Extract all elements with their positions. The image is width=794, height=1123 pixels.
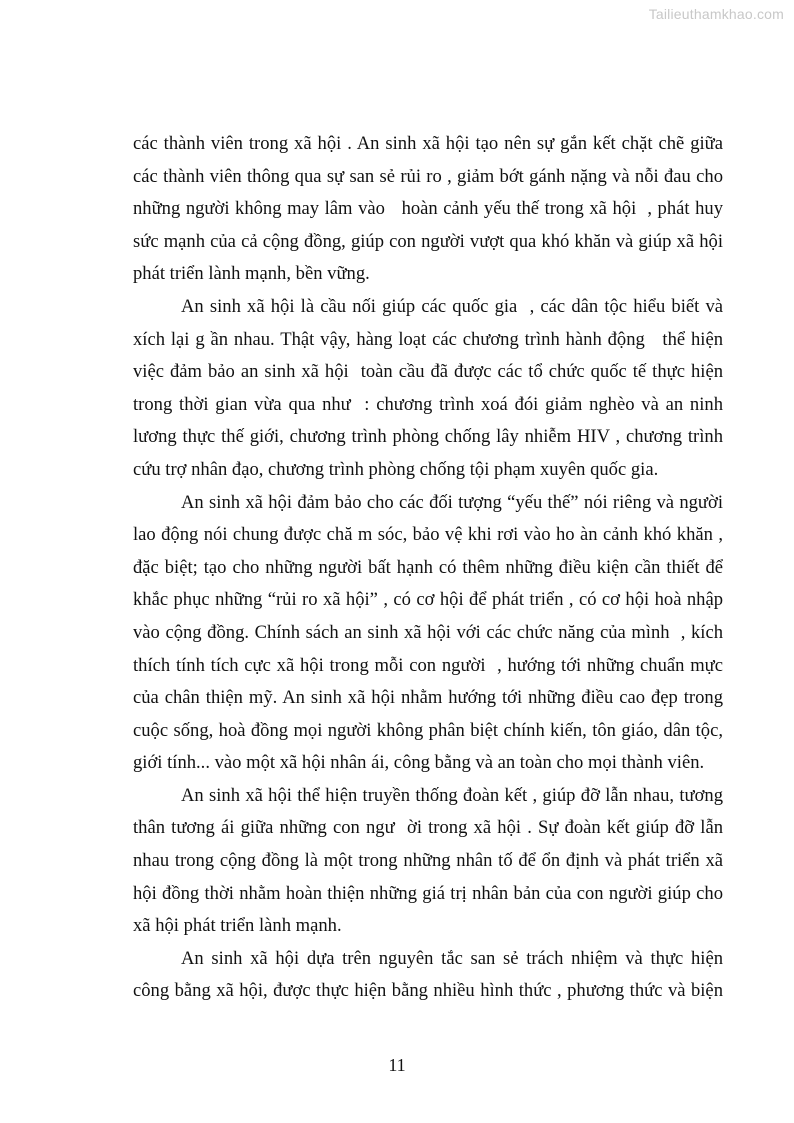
text-line: cứu trợ nhân đạo, chương trình phòng chống tội phạm xuyên quốc gia. (133, 458, 659, 480)
text-line: lao động nói chung được chă m sóc, bảo vệ khi rơi vào ho àn cảnh khó khăn , (133, 524, 723, 546)
text-line: nhau trong cộng đồng là một trong những nhân tố để ổn định và phát triển xã (133, 850, 723, 872)
text-line: của chân thiện mỹ. An sinh xã hội nhằm hướng tới những điều cao đẹp trong (133, 687, 723, 709)
paragraph (133, 291, 723, 487)
text-line: các thành viên thông qua sự san sẻ rủi ro , giảm bớt gánh nặng và nỗi đau cho (133, 165, 723, 187)
text-line: các thành viên trong xã hội . An sinh xã hội tạo nên sự gắn kết chặt chẽ giữa (133, 133, 723, 154)
text-line: lương thực thế giới, chương trình phòng chống lây nhiễm HIV , chương trình (133, 426, 723, 448)
text-line: xã hội phát triển lành mạnh. (133, 915, 342, 937)
text-line: An sinh xã hội thể hiện truyền thống đoàn kết , giúp đỡ lẫn nhau, tương (181, 784, 723, 806)
text-line: hội đồng thời nhằm hoàn thiện những giá trị nhân bản của con người giúp cho (133, 882, 723, 904)
text-line: thích tính tích cực xã hội trong mỗi con người , hướng tới những chuẩn mực (133, 654, 723, 676)
page-number: 11 (388, 1055, 406, 1075)
text-line: khắc phục những “rủi ro xã hội” , có cơ hội để phát triển , có cơ hội hoà nhập (133, 589, 723, 611)
paragraph (133, 943, 723, 1008)
paragraph (133, 780, 723, 943)
paragraph (133, 487, 723, 780)
text-line: cuộc sống, hoà đồng mọi người không phân biệt chính kiến, tôn giáo, dân tộc, (133, 719, 723, 741)
text-line: công bằng xã hội, được thực hiện bằng nhiều hình thức , phương thức và biện (133, 980, 723, 1002)
text-line: việc đảm bảo an sinh xã hội toàn cầu đã được các tổ chức quốc tế thực hiện (133, 361, 723, 383)
text-line: giới tính... vào một xã hội nhân ái, công bằng và an toàn cho mọi thành viên. (133, 752, 705, 774)
text-line: đặc biệt; tạo cho những người bất hạnh có thêm những điều kiện cần thiết để (133, 556, 723, 578)
document-body (133, 128, 723, 1008)
text-line: xích lại g ần nhau. Thật vậy, hàng loạt các chương trình hành động thể hiện (133, 328, 723, 350)
text-line: những người không may lâm vào hoàn cảnh yếu thế trong xã hội , phát huy (133, 198, 723, 220)
text-line: An sinh xã hội đảm bảo cho các đối tượng “yếu thế” nói riêng và người (181, 491, 723, 513)
watermark: Tailieuthamkhao.com (648, 6, 784, 22)
paragraph (133, 128, 723, 291)
text-line: thân tương ái giữa những con ngư ời trong xã hội . Sự đoàn kết giúp đỡ lẫn (133, 817, 723, 839)
text-line: vào cộng đồng. Chính sách an sinh xã hội với các chức năng của mình , kích (133, 621, 723, 643)
text-line: An sinh xã hội dựa trên nguyên tắc san sẻ trách nhiệm và thực hiện (181, 947, 723, 969)
text-line: phát triển lành mạnh, bền vững. (133, 263, 370, 285)
text-line: trong thời gian vừa qua như : chương trình xoá đói giảm nghèo và an ninh (133, 393, 723, 415)
text-line: sức mạnh của cả cộng đồng, giúp con người vượt qua khó khăn và giúp xã hội (133, 230, 723, 252)
text-line: An sinh xã hội là cầu nối giúp các quốc gia , các dân tộc hiểu biết và (181, 295, 723, 317)
